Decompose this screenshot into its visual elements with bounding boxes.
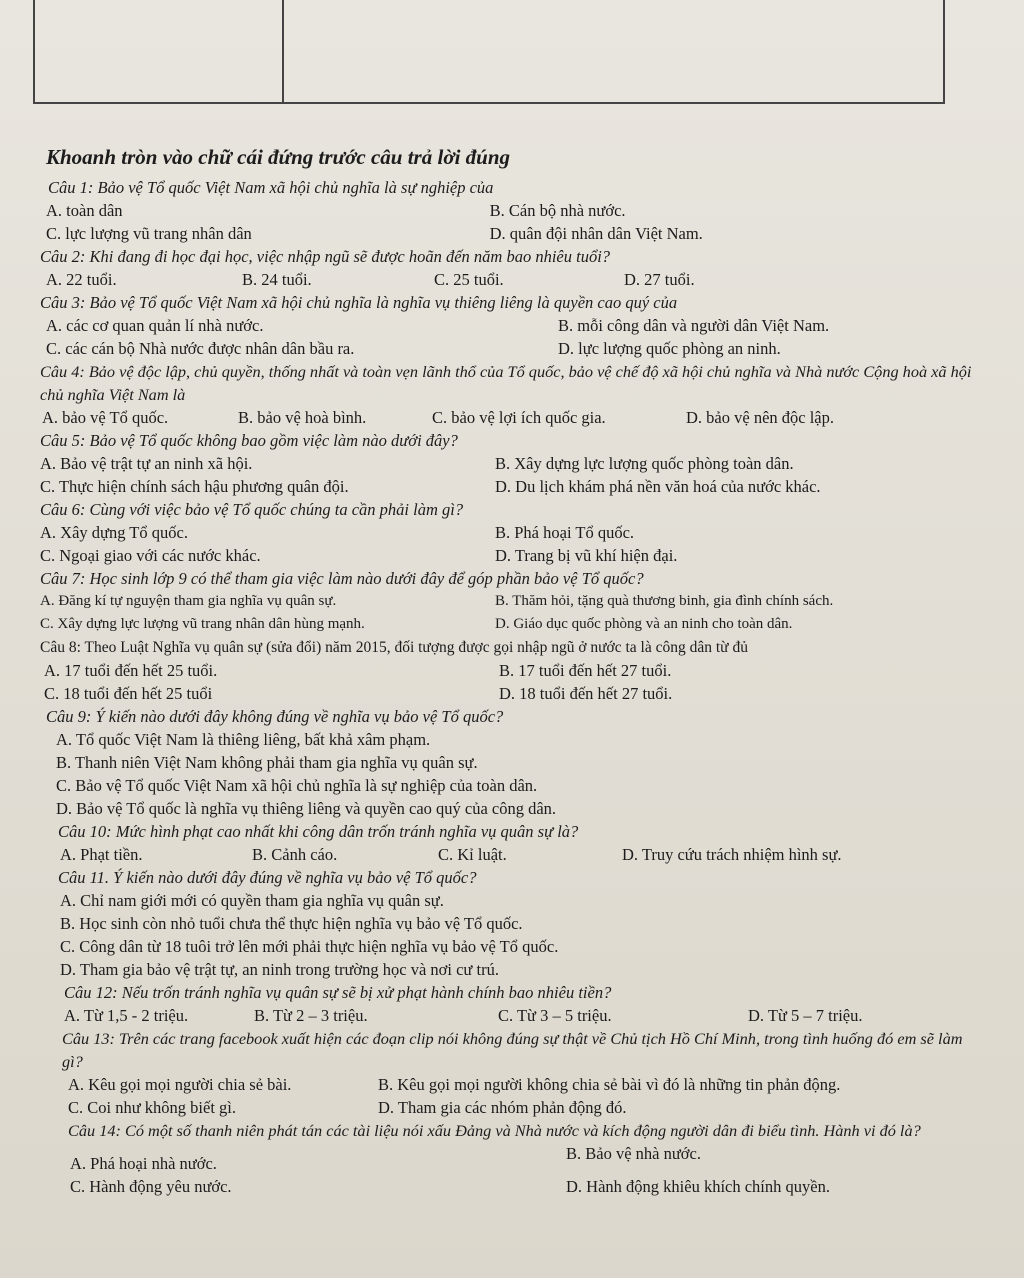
option-a[interactable]: A. 22 tuổi. — [46, 270, 117, 289]
option-b[interactable]: B. Cảnh cáo. — [252, 845, 338, 864]
question-7 — [40, 567, 980, 636]
option-b[interactable]: B. Kêu gọi mọi người không chia sẻ bài vì đó là những tin phản động. — [378, 1075, 841, 1094]
option-a[interactable]: A. Phạt tiền. — [60, 845, 143, 864]
question-text: Câu 11. Ý kiến nào dưới đây đúng về nghĩa vụ bảo vệ Tổ quốc? — [58, 868, 477, 887]
option-a[interactable]: A. Chỉ nam giới mới có quyền tham gia nghĩa vụ quân sự. — [60, 891, 444, 910]
option-d[interactable]: D. Hành động khiêu khích chính quyền. — [566, 1177, 830, 1196]
question-text: Câu 4: Bảo vệ độc lập, chủ quyền, thống nhất và toàn vẹn lãnh thổ của Tổ quốc, bảo vệ chế độ xã hội chủ nghĩa và Nhà nước Cộng hoà xã hội chủ nghĩa Việt Nam là — [40, 362, 972, 404]
option-b[interactable]: B. Từ 2 – 3 triệu. — [254, 1006, 368, 1025]
option-d[interactable]: D. Tham gia các nhóm phản động đó. — [378, 1098, 627, 1117]
option-a[interactable]: A. Phá hoại nhà nước. — [70, 1154, 217, 1173]
option-d[interactable]: D. 18 tuổi đến hết 27 tuổi. — [499, 684, 673, 703]
question-text: Câu 10: Mức hình phạt cao nhất khi công dân trốn tránh nghĩa vụ quân sự là? — [58, 822, 579, 841]
option-c[interactable]: C. Kỉ luật. — [438, 845, 507, 864]
option-b[interactable]: B. mỗi công dân và người dân Việt Nam. — [558, 316, 830, 335]
question-text: Câu 9: Ý kiến nào dưới đây không đúng về nghĩa vụ bảo vệ Tổ quốc? — [46, 707, 504, 726]
question-12 — [40, 981, 980, 1027]
option-a[interactable]: A. Xây dựng Tổ quốc. — [40, 523, 188, 542]
option-c[interactable]: C. 18 tuổi đến hết 25 tuổi — [44, 684, 213, 703]
option-b[interactable]: B. Thanh niên Việt Nam không phải tham gia nghĩa vụ quân sự. — [56, 753, 478, 772]
question-text: Câu 7: Học sinh lớp 9 có thể tham gia việc làm nào dưới đây để góp phần bảo vệ Tổ quốc? — [40, 569, 644, 588]
question-3 — [40, 291, 980, 360]
option-b[interactable]: B. Xây dựng lực lượng quốc phòng toàn dân. — [495, 454, 794, 473]
option-a[interactable]: A. các cơ quan quản lí nhà nước. — [46, 316, 264, 335]
option-a[interactable]: A. Tổ quốc Việt Nam là thiêng liêng, bất khả xâm phạm. — [56, 730, 431, 749]
option-d[interactable]: D. Truy cứu trách nhiệm hình sự. — [622, 845, 842, 864]
option-a[interactable]: A. Bảo vệ trật tự an ninh xã hội. — [40, 454, 253, 473]
option-b[interactable]: B. Học sinh còn nhỏ tuổi chưa thể thực hiện nghĩa vụ bảo vệ Tổ quốc. — [60, 914, 523, 933]
option-b[interactable]: B. Cán bộ nhà nước. — [489, 201, 626, 220]
question-text: Câu 2: Khi đang đi học đại học, việc nhập ngũ sẽ được hoãn đến năm bao nhiêu tuổi? — [40, 247, 611, 266]
option-d[interactable]: D. Trang bị vũ khí hiện đại. — [495, 546, 678, 565]
option-d[interactable]: D. bảo vệ nên độc lập. — [686, 408, 834, 427]
option-d[interactable]: D. Tham gia bảo vệ trật tự, an ninh trong trường học và nơi cư trú. — [60, 960, 499, 979]
option-b[interactable]: B. 17 tuổi đến hết 27 tuổi. — [499, 661, 672, 680]
question-text: Câu 5: Bảo vệ Tổ quốc không bao gồm việc làm nào dưới đây? — [40, 431, 458, 450]
question-8 — [40, 636, 980, 705]
option-a[interactable]: A. Kêu gọi mọi người chia sẻ bài. — [68, 1075, 292, 1094]
option-d[interactable]: D. Bảo vệ Tổ quốc là nghĩa vụ thiêng liêng và quyền cao quý của công dân. — [56, 799, 557, 818]
question-text: Câu 3: Bảo vệ Tổ quốc Việt Nam xã hội chủ nghĩa là nghĩa vụ thiêng liêng là quyền cao quý của — [40, 293, 678, 312]
option-c[interactable]: C. Xây dựng lực lượng vũ trang nhân dân hùng mạnh. — [40, 616, 365, 632]
option-b[interactable]: B. Bảo vệ nhà nước. — [566, 1144, 701, 1163]
header-divider — [282, 0, 284, 104]
header-table — [33, 0, 945, 104]
option-c[interactable]: C. Thực hiện chính sách hậu phương quân đội. — [40, 477, 349, 496]
question-11 — [40, 866, 980, 981]
option-c[interactable]: C. Coi như không biết gì. — [68, 1098, 236, 1117]
question-2 — [40, 245, 980, 291]
questions-area — [40, 144, 980, 1198]
question-10 — [40, 820, 980, 866]
option-a[interactable]: A. Đăng kí tự nguyện tham gia nghĩa vụ quân sự. — [40, 593, 337, 609]
option-c[interactable]: C. Bảo vệ Tổ quốc Việt Nam xã hội chủ nghĩa là sự nghiệp của toàn dân. — [56, 776, 538, 795]
option-a[interactable]: A. bảo vệ Tổ quốc. — [42, 408, 169, 427]
option-b[interactable]: B. Phá hoại Tổ quốc. — [495, 523, 635, 542]
option-b[interactable]: B. Thăm hỏi, tặng quà thương binh, gia đình chính sách. — [495, 593, 834, 609]
question-9 — [40, 705, 980, 820]
option-c[interactable]: C. Công dân từ 18 tuôi trở lên mới phải thực hiện nghĩa vụ bảo vệ Tổ quốc. — [60, 937, 559, 956]
question-4 — [40, 360, 980, 429]
option-c[interactable]: C. 25 tuổi. — [434, 270, 504, 289]
question-text: Câu 6: Cùng với việc bảo vệ Tổ quốc chúng ta cần phải làm gì? — [40, 500, 464, 519]
option-c[interactable]: C. lực lượng vũ trang nhân dân — [46, 224, 252, 243]
option-d[interactable]: D. lực lượng quốc phòng an ninh. — [558, 339, 781, 358]
option-c[interactable]: C. Từ 3 – 5 triệu. — [498, 1006, 612, 1025]
question-6 — [40, 498, 980, 567]
option-a[interactable]: A. 17 tuổi đến hết 25 tuổi. — [44, 661, 218, 680]
option-d[interactable]: D. Từ 5 – 7 triệu. — [748, 1006, 863, 1025]
option-a[interactable]: A. Từ 1,5 - 2 triệu. — [64, 1006, 189, 1025]
question-text: Câu 14: Có một số thanh niên phát tán các tài liệu nói xấu Đảng và Nhà nước và kích động người dân đi biểu tình. Hành vi đó là? — [68, 1121, 921, 1140]
option-d[interactable]: D. Giáo dục quốc phòng và an ninh cho toàn dân. — [495, 616, 793, 632]
question-14 — [40, 1119, 980, 1198]
question-5 — [40, 429, 980, 498]
question-text: Câu 8: Theo Luật Nghĩa vụ quân sự (sửa đổi) năm 2015, đối tượng được gọi nhập ngũ ở nước ta là công dân từ đủ — [40, 639, 748, 656]
question-13 — [40, 1027, 980, 1119]
question-text: Câu 1: Bảo vệ Tổ quốc Việt Nam xã hội chủ nghĩa là sự nghiệp của — [48, 178, 494, 197]
option-c[interactable]: C. bảo vệ lợi ích quốc gia. — [432, 408, 606, 427]
option-d[interactable]: D. Du lịch khám phá nền văn hoá của nước khác. — [495, 477, 821, 496]
option-c[interactable]: C. Ngoại giao với các nước khác. — [40, 546, 261, 565]
option-c[interactable]: C. các cán bộ Nhà nước được nhân dân bầu ra. — [46, 339, 355, 358]
option-c[interactable]: C. Hành động yêu nước. — [70, 1177, 232, 1196]
option-b[interactable]: B. 24 tuổi. — [242, 270, 312, 289]
option-b[interactable]: B. bảo vệ hoà bình. — [238, 408, 367, 427]
question-text: Câu 13: Trên các trang facebook xuất hiện các đoạn clip nói không đúng sự thật về Chủ tịch Hồ Chí Minh, trong tình huống đó em sẽ làm gì? — [62, 1029, 963, 1071]
option-d[interactable]: D. quân đội nhân dân Việt Nam. — [489, 224, 703, 243]
question-1 — [40, 176, 980, 245]
question-text: Câu 12: Nếu trốn tránh nghĩa vụ quân sự sẽ bị xử phạt hành chính bao nhiêu tiền? — [64, 983, 612, 1002]
instruction-heading: Khoanh tròn vào chữ cái đứng trước câu trả lời đúng — [46, 145, 511, 169]
option-d[interactable]: D. 27 tuổi. — [624, 270, 695, 289]
option-a[interactable]: A. toàn dân — [46, 201, 123, 220]
